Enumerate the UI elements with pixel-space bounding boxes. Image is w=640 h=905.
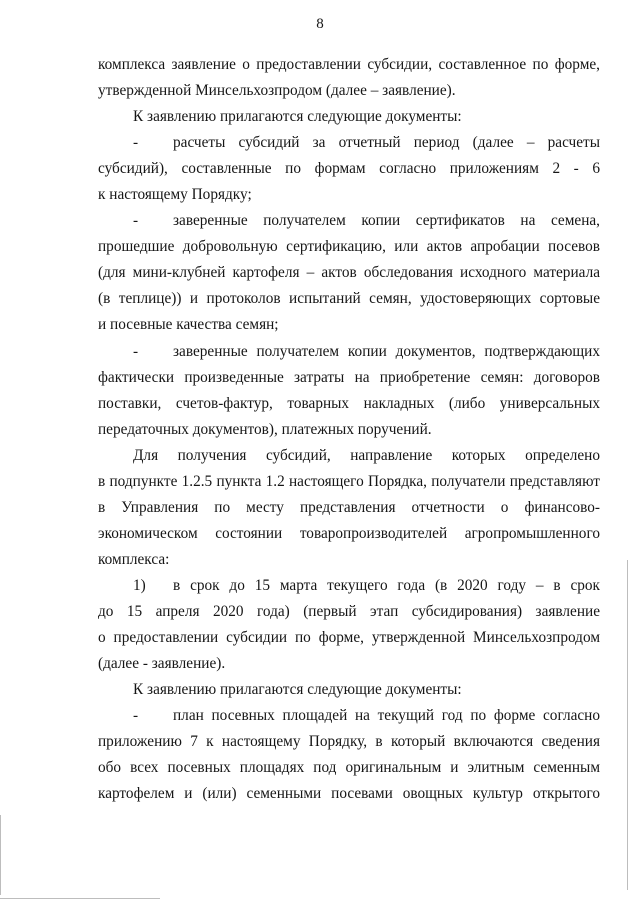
scan-edge-mark <box>0 898 160 899</box>
text-line <box>133 108 600 126</box>
line-text: приложению 7 к настоящему Порядку, в который включаются сведения <box>98 733 600 750</box>
text-line <box>98 264 600 282</box>
text-line <box>98 186 600 204</box>
text-line <box>98 56 600 74</box>
text-line <box>98 473 600 491</box>
line-text: до 15 апреля 2020 года) (первый этап субсидирования) заявление <box>98 603 600 620</box>
line-text: (далее - заявление). <box>98 655 226 672</box>
line-text: расчеты субсидий за отчетный период (далее – расчеты <box>173 134 600 151</box>
line-text: К заявлению прилагаются следующие документы: <box>133 108 462 125</box>
text-line <box>98 238 600 256</box>
text-line <box>98 499 600 517</box>
text-line <box>98 316 600 334</box>
line-text: экономическом состоянии товаропроизводителей агропромышленного <box>98 525 600 542</box>
text-line <box>98 82 600 100</box>
line-text: заверенные получателем копии сертификатов на семена, <box>173 212 600 229</box>
text-line <box>98 655 600 673</box>
list-marker: 1) <box>133 577 146 594</box>
text-line <box>98 290 600 308</box>
text-line <box>133 447 600 465</box>
list-marker: - <box>133 134 139 151</box>
text-line <box>98 785 600 803</box>
text-line <box>133 681 600 699</box>
text-line <box>98 551 600 569</box>
line-text: о предоставлении субсидии по форме, утвержденной Минсельхозпродом <box>98 629 600 646</box>
text-line <box>98 421 600 439</box>
text-line <box>133 343 600 361</box>
line-text: (для мини-клубней картофеля – актов обследования исходного материала <box>98 264 600 281</box>
line-text: в Управления по месту представления отчетности о финансово- <box>98 499 600 516</box>
line-text: обо всех посевных площадях под оригинальным и элитным семенным <box>98 759 600 776</box>
text-line <box>133 212 600 230</box>
line-text: план посевных площадей на текущий год по форме согласно <box>173 707 600 724</box>
text-line <box>98 395 600 413</box>
scan-edge-mark <box>627 560 628 890</box>
line-text: фактически произведенные затраты на приобретение семян: договоров <box>98 369 600 386</box>
text-line <box>133 707 600 725</box>
line-text: поставки, счетов-фактур, товарных накладных (либо универсальных <box>98 395 600 412</box>
line-text: в срок до 15 марта текущего года (в 2020 году – в срок <box>173 577 600 594</box>
scan-edge-mark <box>0 815 1 895</box>
text-line <box>98 369 600 387</box>
line-text: прошедшие добровольную сертификацию, или актов апробации посевов <box>98 238 600 255</box>
line-text: утвержденной Минсельхозпродом (далее – заявление). <box>98 82 456 99</box>
page-number: 8 <box>316 16 324 32</box>
text-line <box>133 577 600 595</box>
text-line <box>98 160 600 178</box>
line-text: комплекса: <box>98 551 170 568</box>
list-marker: - <box>133 212 139 229</box>
text-line <box>98 603 600 621</box>
line-text: Для получения субсидий, направление которых определено <box>133 447 600 464</box>
text-line <box>98 525 600 543</box>
line-text: комплекса заявление о предоставлении субсидии, составленное по форме, <box>98 56 600 73</box>
line-text: субсидий), составленные по формам согласно приложениям 2 - 6 <box>98 160 600 177</box>
line-text: передаточных документов), платежных поручений. <box>98 421 432 438</box>
line-text: картофелем и (или) семенными посевами овощных культур открытого <box>98 785 600 802</box>
text-line <box>98 733 600 751</box>
line-text: К заявлению прилагаются следующие документы: <box>133 681 462 698</box>
list-marker: - <box>133 343 139 360</box>
line-text: (в теплице)) и протоколов испытаний семян, удостоверяющих сортовые <box>98 290 600 307</box>
text-line <box>98 759 600 777</box>
list-marker: - <box>133 707 139 724</box>
text-line <box>133 134 600 152</box>
line-text: заверенные получателем копии документов, подтверждающих <box>173 343 600 360</box>
line-text: и посевные качества семян; <box>98 316 279 333</box>
line-text: к настоящему Порядку; <box>98 186 252 203</box>
text-line <box>98 629 600 647</box>
line-text: в подпункте 1.2.5 пункта 1.2 настоящего Порядка, получатели представляют <box>98 473 600 490</box>
